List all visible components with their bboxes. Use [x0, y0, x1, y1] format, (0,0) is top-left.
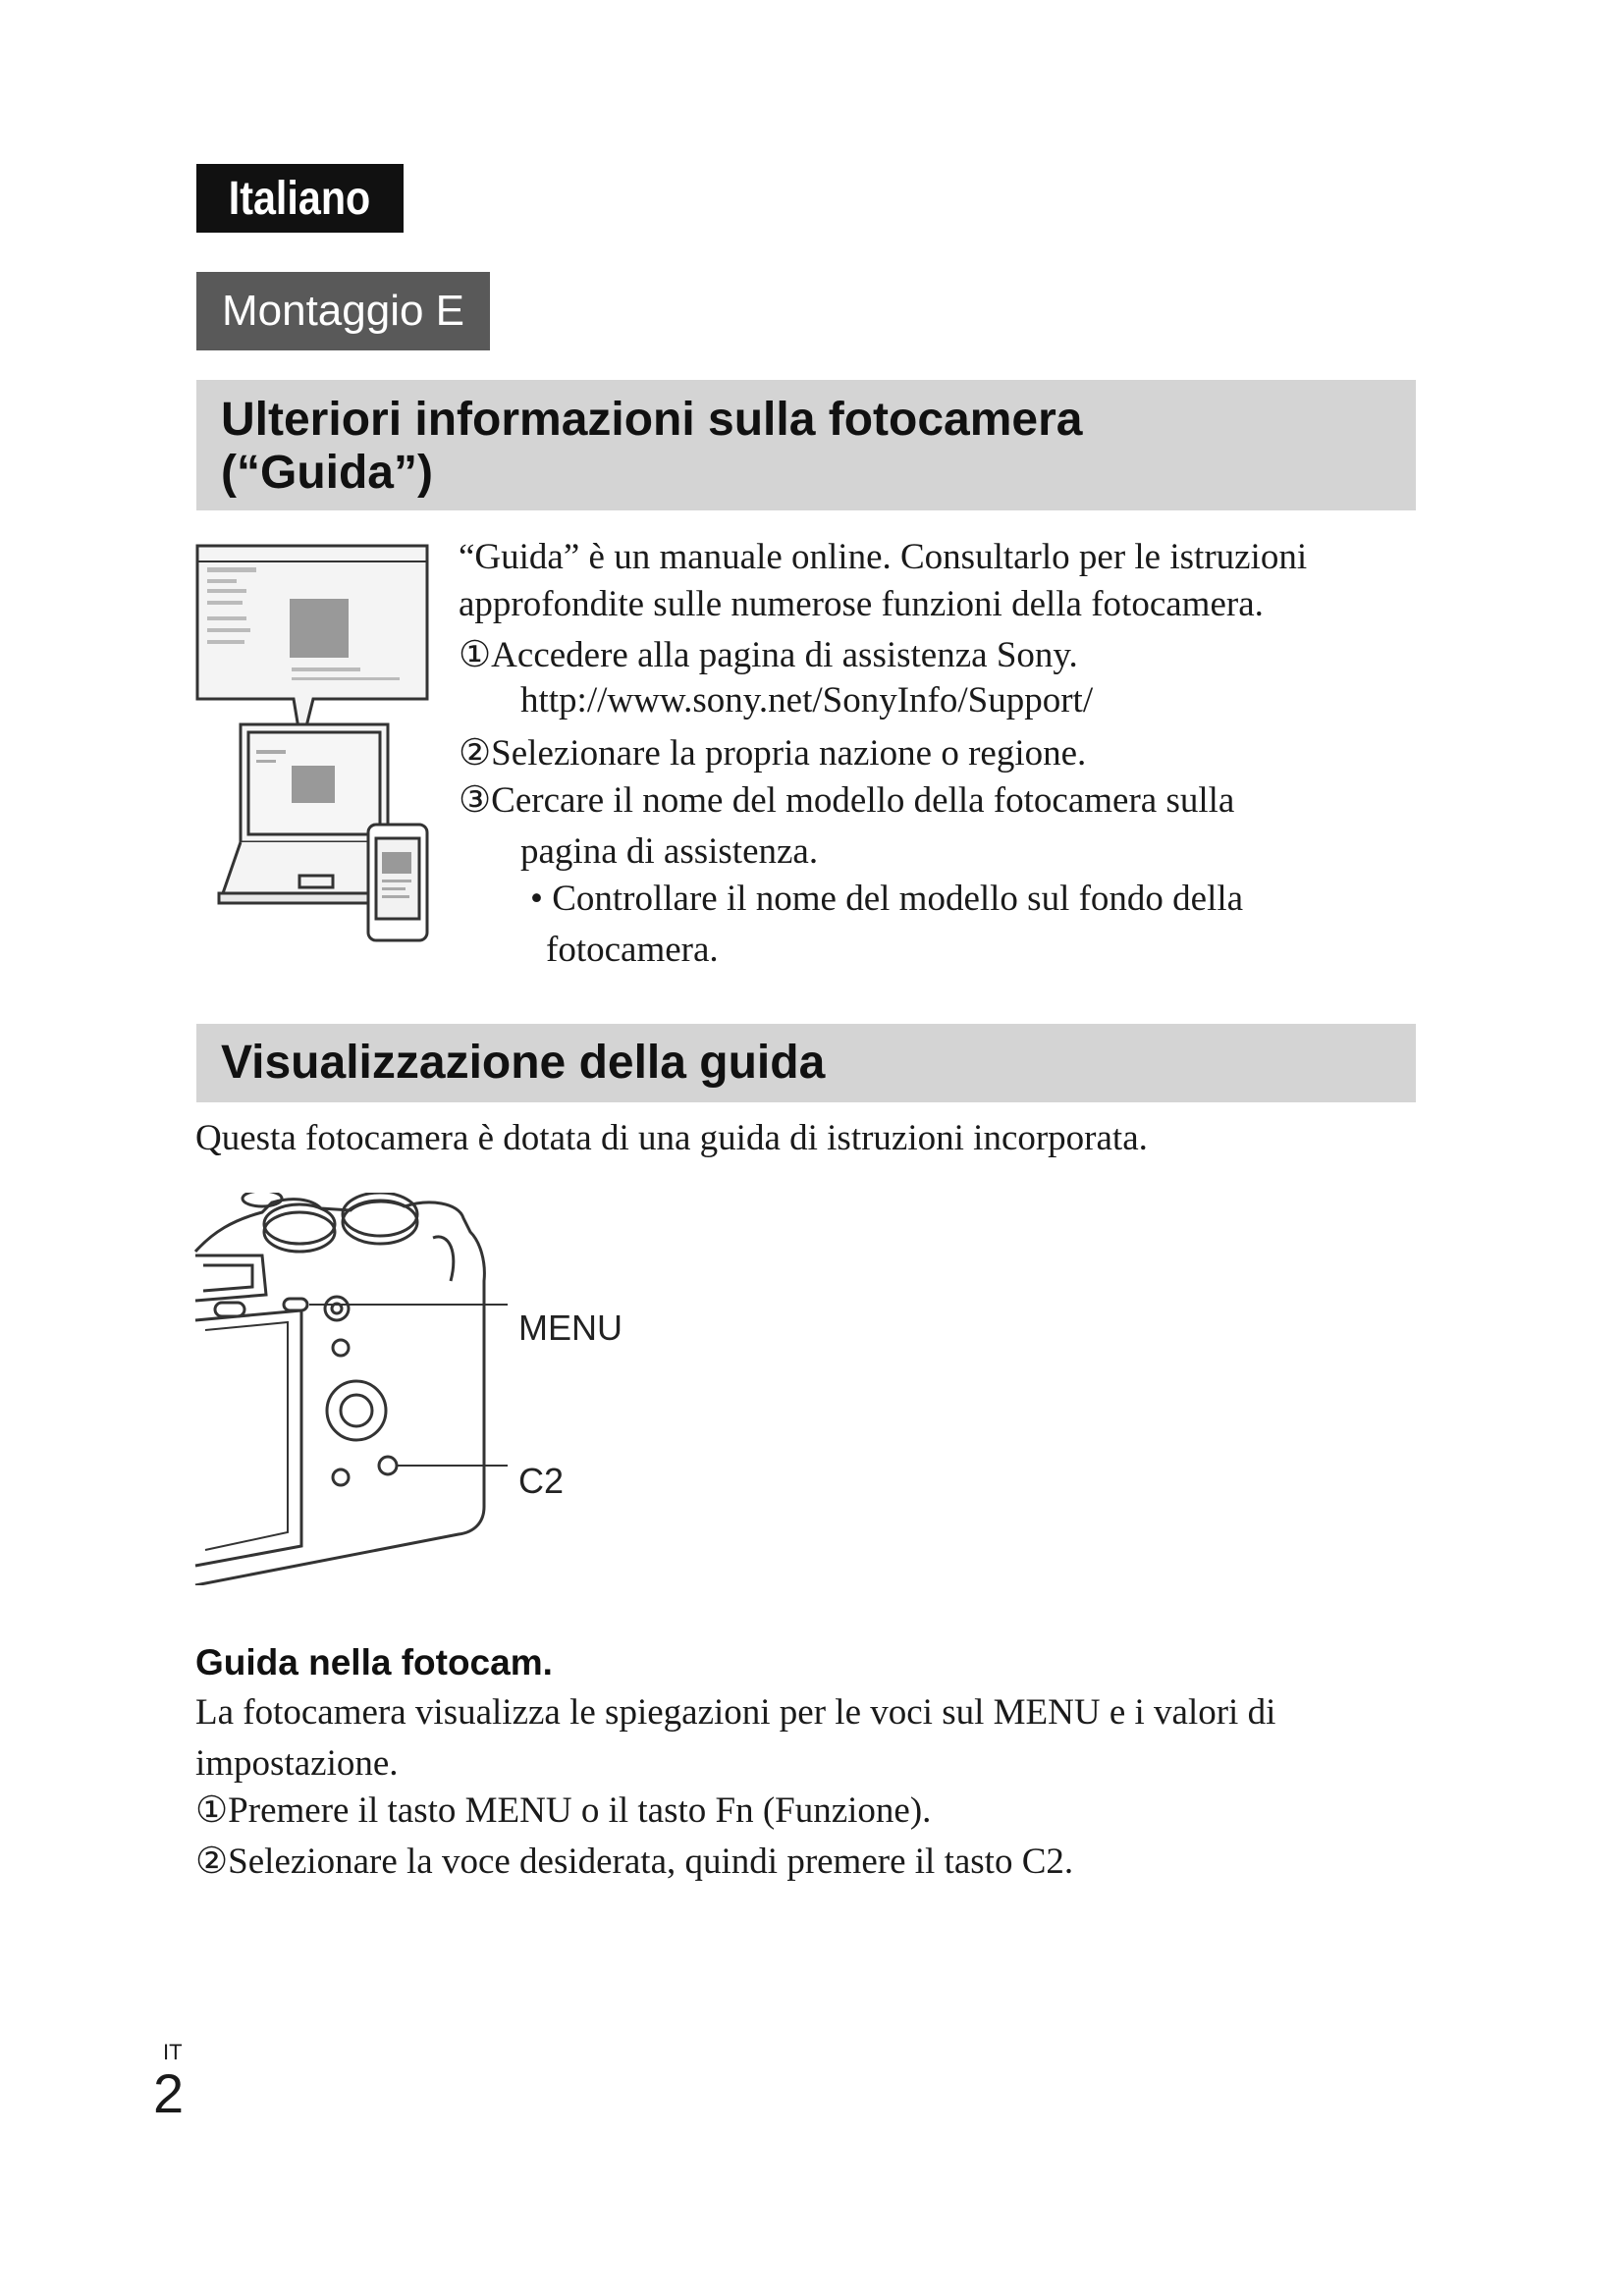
in-camera-guide-heading: Guida nella fotocam.	[195, 1642, 553, 1682]
guide-intro-line2: approfondite sulle numerose funzioni della fotocamera.	[459, 584, 1264, 624]
step3-text: ③Cercare il nome del modello della fotocamera sulla	[459, 780, 1235, 821]
menu-button-label: MENU	[518, 1308, 623, 1348]
page-number: 2	[153, 2062, 185, 2124]
in-camera-step1: ①Premere il tasto MENU o il tasto Fn (Funzione).	[195, 1790, 932, 1831]
language-badge: Italiano	[196, 164, 404, 233]
step2-text: ②Selezionare la propria nazione o regione.	[459, 733, 1087, 774]
section-header-guide	[196, 380, 1416, 510]
model-note-line2: fotocamera.	[546, 930, 719, 970]
page-language-code: IT	[163, 2040, 183, 2064]
camera-back-illustration	[193, 1193, 517, 1585]
in-camera-guide-line1: La fotocamera visualizza le spiegazioni per le voci sul MENU e i valori di	[195, 1692, 1276, 1733]
section2-title: Visualizzazione della guida	[221, 1037, 826, 1089]
c2-button-label: C2	[518, 1461, 565, 1501]
model-note-line1: • Controllare il nome del modello sul fondo della	[530, 879, 1244, 919]
in-camera-guide-line2: impostazione.	[195, 1743, 399, 1784]
help-intro: Questa fotocamera è dotata di una guida di istruzioni incorporata.	[195, 1118, 1148, 1158]
mount-badge: Montaggio E	[196, 272, 490, 350]
guide-intro-line1: “Guida” è un manuale online. Consultarlo per le istruzioni	[459, 537, 1308, 577]
step3-text-cont: pagina di assistenza.	[520, 831, 819, 872]
laptop-phone-illustration	[193, 540, 439, 952]
support-url: http://www.sony.net/SonyInfo/Support/	[520, 680, 1094, 721]
section-title-line2: (“Guida”)	[221, 447, 433, 499]
section-title-line1: Ulteriori informazioni sulla fotocamera	[221, 394, 1083, 446]
in-camera-step2: ②Selezionare la voce desiderata, quindi premere il tasto C2.	[195, 1842, 1074, 1882]
section-header-help	[196, 1024, 1416, 1102]
step1-text: ①Accedere alla pagina di assistenza Sony.	[459, 635, 1078, 675]
